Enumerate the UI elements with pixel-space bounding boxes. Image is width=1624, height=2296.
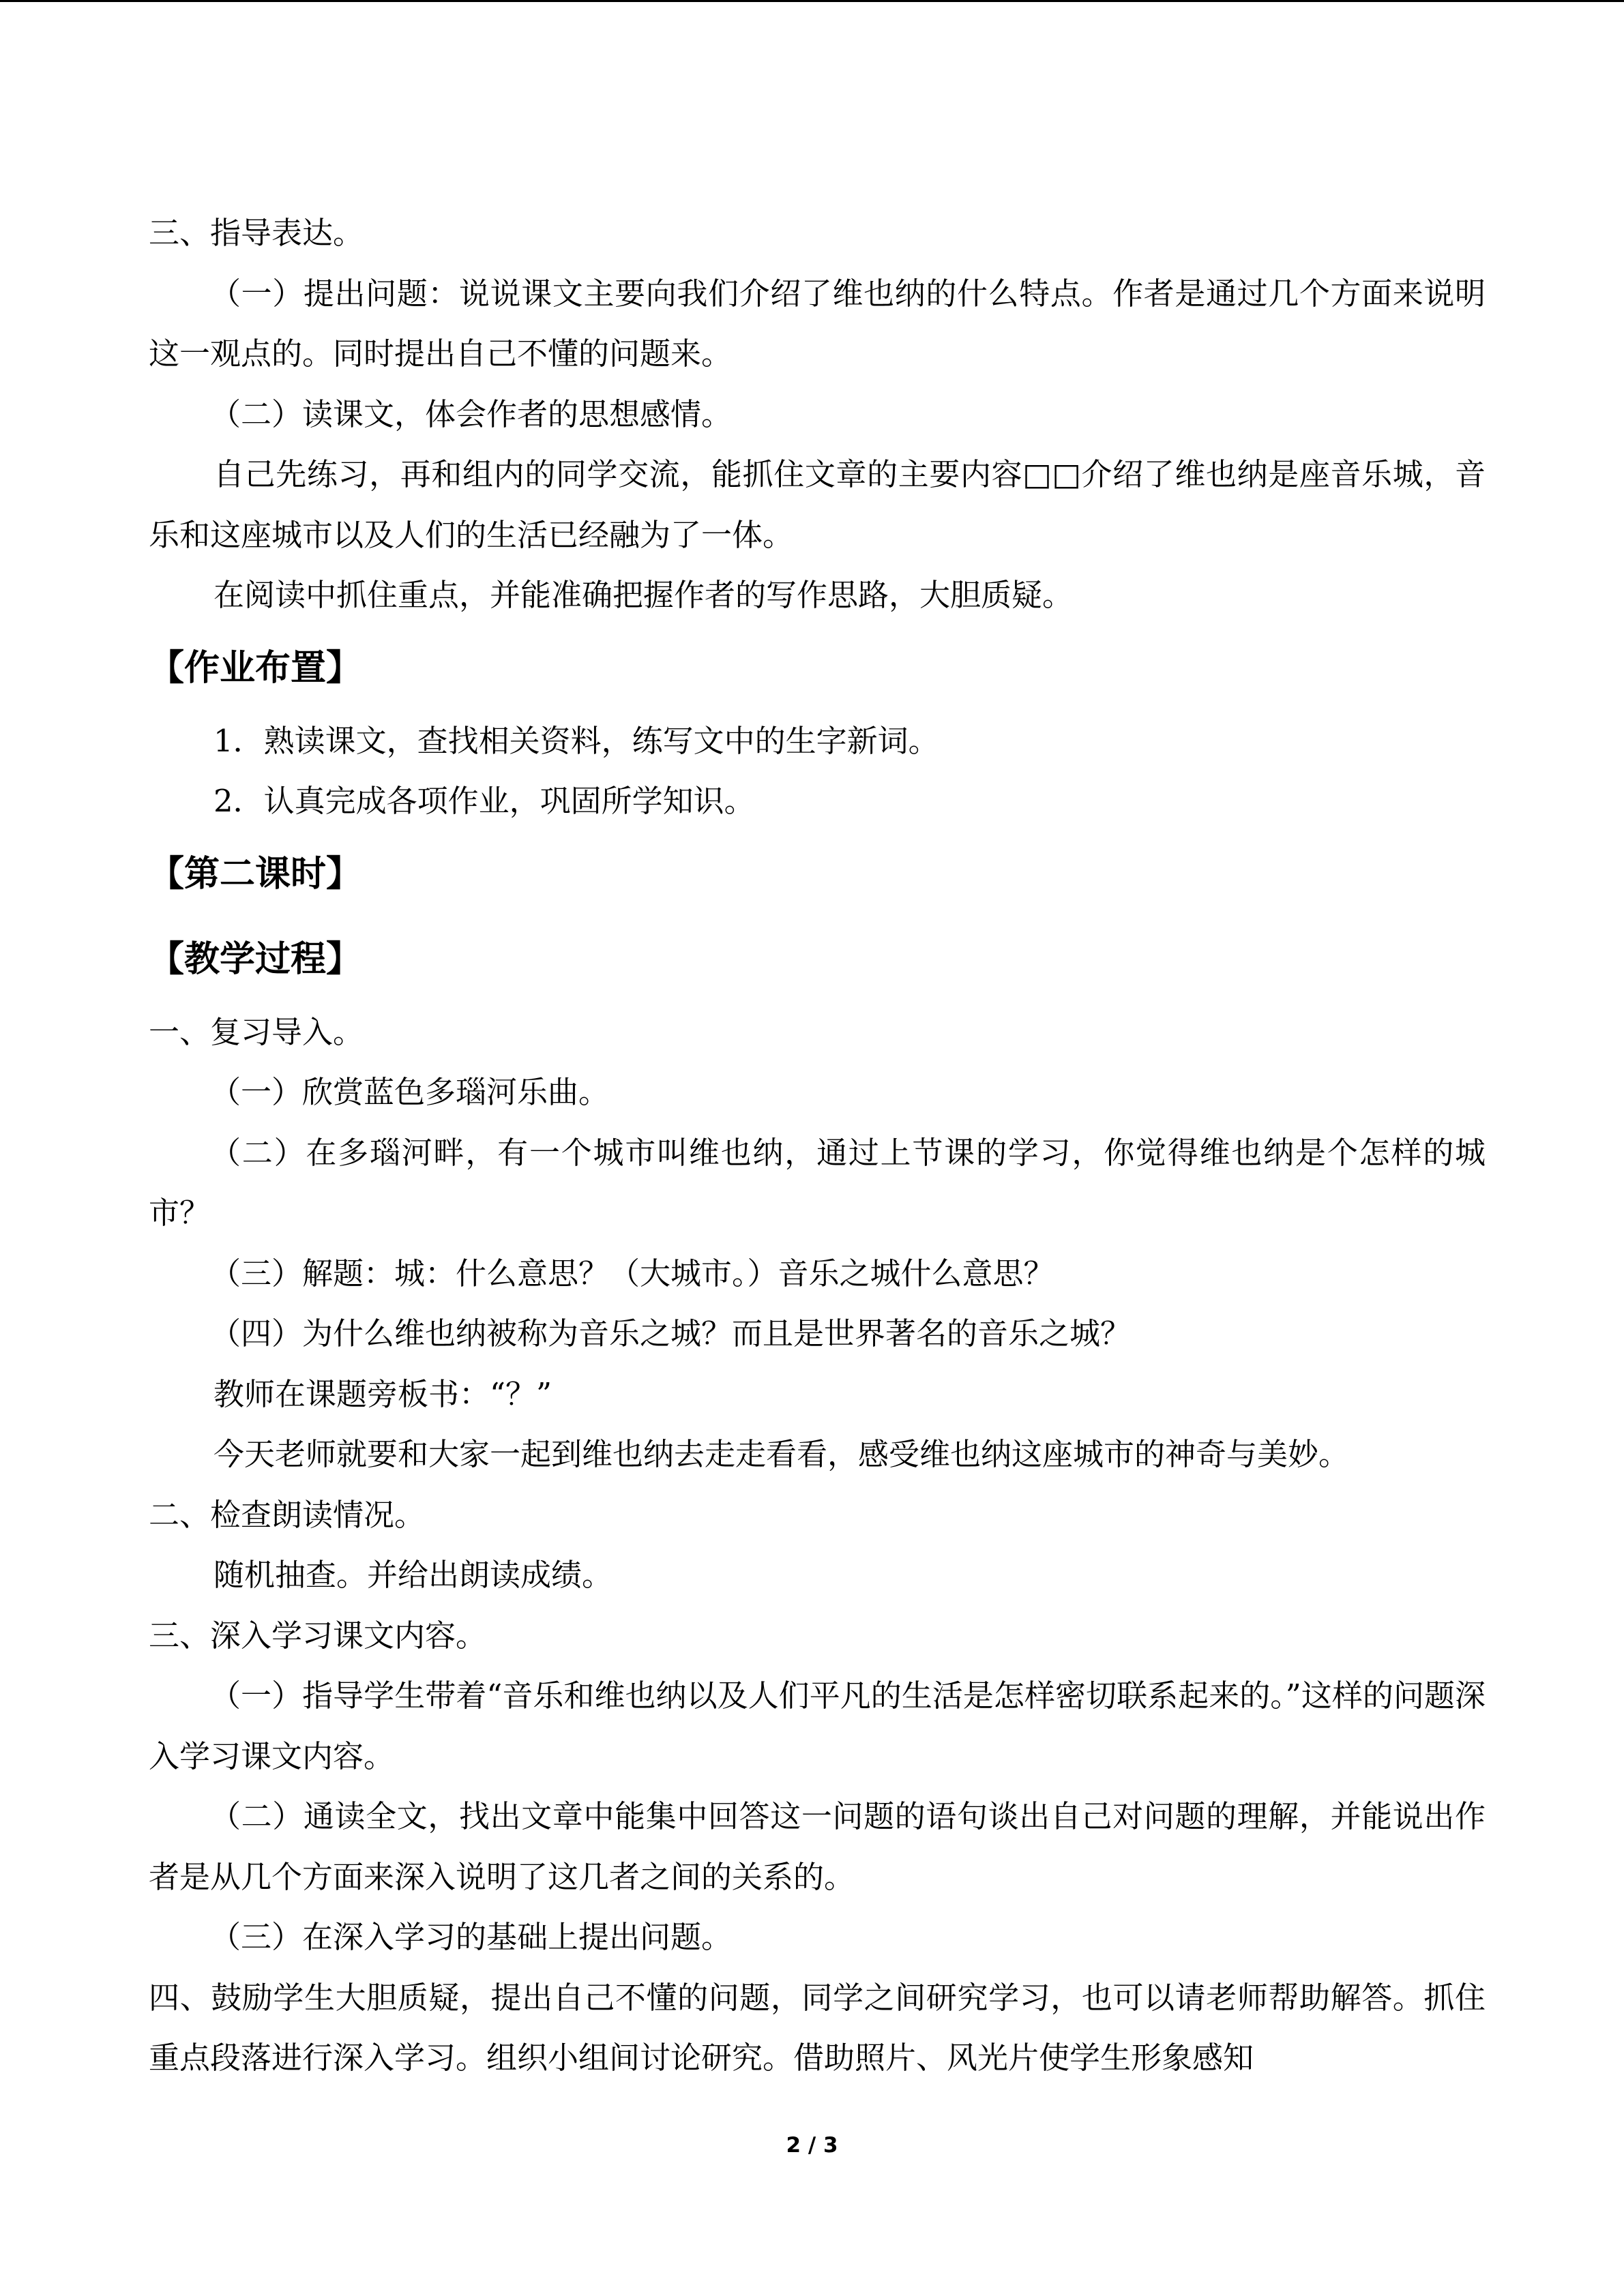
paragraph: 1．熟读课文，查找相关资料，练写文中的生字新词。	[213, 722, 939, 759]
page-number: 2 / 3	[786, 2133, 838, 2158]
top-border-line	[0, 0, 1624, 2]
paragraph: 教师在课题旁板书：“？”	[213, 1375, 552, 1412]
paragraph: 三、深入学习课文内容。	[149, 1617, 487, 1654]
paragraph: （四）为什么维也纳被称为音乐之城？而且是世界著名的音乐之城？	[210, 1315, 1132, 1352]
paragraph: （三）在深入学习的基础上提出问题。	[210, 1919, 733, 1955]
paragraph: （二）读课文，体会作者的思想感情。	[210, 396, 733, 432]
paragraph: （一）欣赏蓝色多瑙河乐曲。	[210, 1074, 610, 1110]
paragraph: 二、检查朗读情况。	[149, 1496, 426, 1533]
paragraph: 四、鼓励学生大胆质疑，提出自己不懂的问题，同学之间研究学习，也可以请老师帮助解答。抓住重点段落进行深入学习。组织小组间讨论研究。借助照片、风光片使学生形象感知	[149, 1979, 1486, 2076]
section-heading: 【教学过程】	[149, 938, 362, 980]
paragraph: （二）在多瑙河畔，有一个城市叫维也纳，通过上节课的学习，你觉得维也纳是个怎样的城市？	[149, 1134, 1486, 1231]
paragraph: 2．认真完成各项作业，巩固所学知识。	[213, 783, 755, 819]
paragraph: 三、指导表达。	[149, 215, 364, 251]
paragraph: 一、复习导入。	[149, 1013, 364, 1050]
section-heading: 【作业布置】	[149, 647, 362, 689]
document-body	[149, 203, 1486, 2089]
paragraph: 自己先练习，再和组内的同学交流，能抓住文章的主要内容□□介绍了维也纳是座音乐城，音乐和这座城市以及人们的生活已经融为了一体。	[149, 456, 1486, 553]
paragraph: （二）通读全文，找出文章中能集中回答这一问题的语句谈出自己对问题的理解，并能说出作者是从几个方面来深入说明了这几者之间的关系的。	[149, 1798, 1486, 1895]
paragraph: （一）提出问题：说说课文主要向我们介绍了维也纳的什么特点。作者是通过几个方面来说明这一观点的。同时提出自己不懂的问题来。	[149, 275, 1486, 372]
paragraph: （一）指导学生带着“音乐和维也纳以及人们平凡的生活是怎样密切联系起来的。”这样的问题深入学习课文内容。	[149, 1678, 1486, 1774]
paragraph: 在阅读中抓住重点，并能准确把握作者的写作思路，大胆质疑。	[213, 577, 1074, 613]
paragraph: 随机抽查。并给出朗读成绩。	[213, 1557, 613, 1593]
section-heading: 【第二课时】	[149, 853, 362, 895]
paragraph: 今天老师就要和大家一起到维也纳去走走看看，感受维也纳这座城市的神奇与美妙。	[213, 1436, 1350, 1472]
paragraph: （三）解题：城：什么意思？（大城市。）音乐之城什么意思？	[210, 1255, 1054, 1292]
